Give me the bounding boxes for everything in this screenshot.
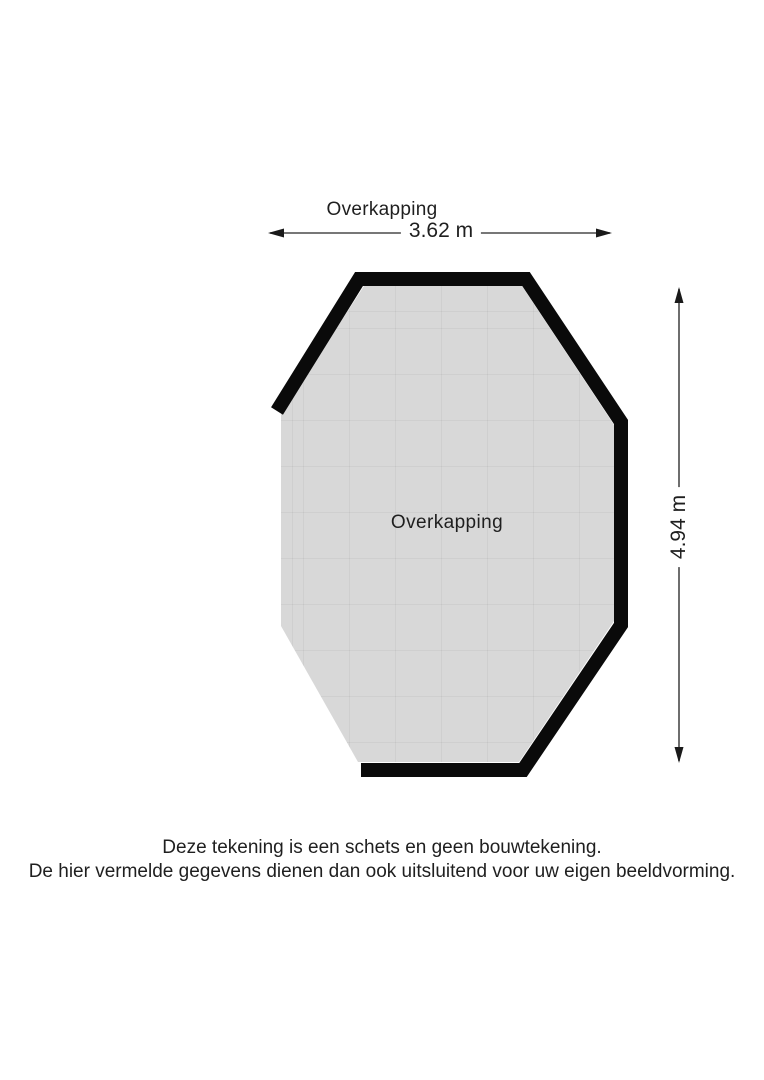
height-dimension-arrow-top-icon	[675, 287, 684, 303]
disclaimer-text	[0, 836, 764, 884]
disclaimer-line-1: Deze tekening is een schets en geen bouwtekening.	[162, 837, 602, 858]
width-dimension-arrow-right-icon	[596, 229, 612, 238]
top-room-label: Overkapping	[326, 199, 438, 220]
room-label: Overkapping	[390, 512, 504, 533]
disclaimer-line-2: De hier vermelde gegevens dienen dan ook uitsluitend voor uw eigen beeldvorming.	[28, 861, 736, 882]
width-dimension-value: 3.62 m	[401, 220, 481, 242]
height-dimension-value: 4.94 m	[668, 487, 690, 567]
height-dimension-arrow-bottom-icon	[675, 747, 684, 763]
width-dimension-arrow-left-icon	[268, 229, 284, 238]
